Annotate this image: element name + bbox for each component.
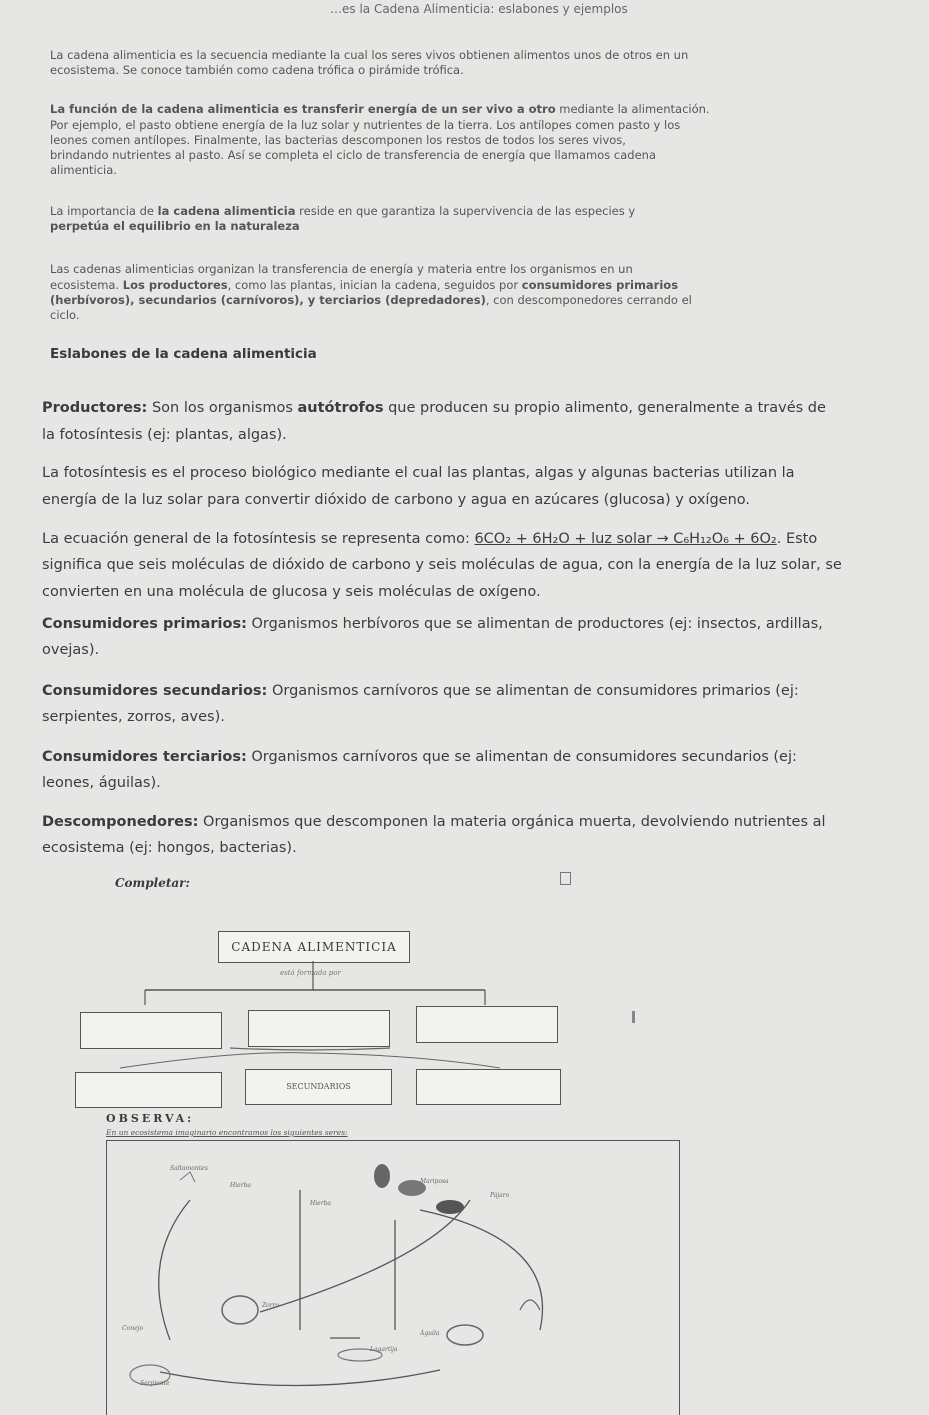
- animal-label-6: Conejo: [122, 1325, 144, 1332]
- complete-label: Completar:: [115, 876, 190, 890]
- animal-label-5: Hierba: [310, 1200, 331, 1207]
- organize-rest: , con descomponedores cerrando el: [485, 293, 692, 307]
- chain-title-box: CADENA ALIMENTICIA: [218, 931, 410, 963]
- page-header: …es la Cadena Alimenticia: eslabones y ejemplos: [330, 2, 628, 16]
- consumers-primary-line-2: ovejas).: [42, 642, 100, 658]
- photosynthesis-line-1: La fotosíntesis es el proceso biológico mediante el cual las plantas, algas y algunas bacterias utilizan la: [42, 465, 795, 481]
- organize-bold: Los productores: [122, 278, 228, 292]
- function-line-3: leones comen antílopes. Finalmente, las bacterias descomponen los restos de todos los seres vivos,: [50, 133, 626, 147]
- organize-bold-2: consumidores primarios: [521, 278, 679, 292]
- animal-label-10: Serpiente: [140, 1380, 170, 1387]
- organize-line-4: ciclo.: [50, 308, 80, 322]
- animal-label-7: Zorro: [262, 1302, 280, 1309]
- organize-line-1: Las cadenas alimenticias organizan la transferencia de energía y materia entre los organismos en un: [50, 262, 633, 276]
- ecosystem-caption: En un ecosistema imaginario encontramos los siguientes seres:: [106, 1128, 348, 1137]
- producers-text-1: Son los organismos: [147, 400, 298, 416]
- importance-mid: reside en que garantiza la supervivencia de las especies y: [295, 204, 636, 218]
- organize-pre: ecosistema.: [50, 278, 123, 292]
- function-line-4: brindando nutrientes al pasto. Así se completa el ciclo de transferencia de energía que llamamos cadena: [50, 148, 657, 162]
- producers-line-2: la fotosíntesis (ej: plantas, algas).: [42, 427, 287, 443]
- photosynthesis-line-2: energía de la luz solar para convertir dióxido de carbono y agua en azúcares (glucosa) y oxígeno.: [42, 492, 751, 508]
- decomposers-label: Descomponedores:: [42, 814, 199, 830]
- animal-label-8: Águila: [420, 1330, 440, 1337]
- chain-subtitle: está formada por: [280, 969, 341, 977]
- intro-line-2: ecosistema. Se conoce también como cadena trófica o pirámide trófica.: [50, 63, 464, 77]
- decomposers-line-2: ecosistema (ej: hongos, bacterias).: [42, 840, 297, 856]
- secondary-box: SECUNDARIOS: [245, 1069, 392, 1105]
- equation-pre: La ecuación general de la fotosíntesis se representa como:: [42, 531, 475, 547]
- consumers-secondary-line-2: serpientes, zorros, aves).: [42, 709, 225, 725]
- function-bold: La función de la cadena alimenticia es transferir energía de un ser vivo a otro: [50, 102, 556, 116]
- consumers-tertiary-text: Organismos carnívoros que se alimentan de consumidores secundarios (ej:: [246, 749, 797, 765]
- equation-post: . Esto: [776, 531, 818, 547]
- intro-line-1: La cadena alimenticia es la secuencia mediante la cual los seres vivos obtienen alimentos unos de otros en un: [50, 48, 689, 62]
- producers-bold: autótrofos: [297, 400, 384, 416]
- function-rest: mediante la alimentación.: [555, 102, 710, 116]
- decomposers-text: Organismos que descomponen la materia orgánica muerta, devolviendo nutrientes al: [198, 814, 826, 830]
- animal-label-3: Mariposa: [420, 1178, 449, 1185]
- animal-label-9: Lagartija: [370, 1346, 398, 1353]
- animal-label-4: Pájaro: [490, 1192, 510, 1199]
- consumers-primary-label: Consumidores primarios:: [42, 616, 247, 632]
- consumers-tertiary-label: Consumidores terciarios:: [42, 749, 247, 765]
- producers-text-2: que producen su propio alimento, generalmente a través de: [383, 400, 826, 416]
- producers-label: Productores:: [42, 400, 148, 416]
- equation-line-3: convierten en una molécula de glucosa y seis moléculas de oxígeno.: [42, 584, 541, 600]
- importance-bold-2: perpetúa el equilibrio en la naturaleza: [50, 219, 300, 233]
- animal-label-2: Hierba: [230, 1182, 251, 1189]
- organize-mid: , como las plantas, inician la cadena, seguidos por: [227, 278, 522, 292]
- function-line-2: Por ejemplo, el pasto obtiene energía de la luz solar y nutrientes de la tierra. Los antílopes comen pasto y los: [50, 118, 681, 132]
- consumers-secondary-text: Organismos carnívoros que se alimentan de consumidores primarios (ej:: [267, 683, 799, 699]
- consumers-secondary-label: Consumidores secundarios:: [42, 683, 268, 699]
- organize-bold-3: (herbívoros), secundarios (carnívoros), y terciarios (depredadores): [50, 293, 486, 307]
- equation-line-2: significa que seis moléculas de dióxido de carbono y seis moléculas de agua, con la energía de la luz solar, se: [42, 557, 842, 573]
- importance-pre: La importancia de: [50, 204, 158, 218]
- consumers-tertiary-line-2: leones, águilas).: [42, 775, 161, 791]
- importance-bold-1: la cadena alimenticia: [157, 204, 296, 218]
- function-line-5: alimenticia.: [50, 163, 117, 177]
- equation-formula: 6CO₂ + 6H₂O + luz solar → C₆H₁₂O₆ + 6O₂: [474, 531, 777, 547]
- section-title: Eslabones de la cadena alimenticia: [50, 346, 317, 362]
- consumers-primary-text: Organismos herbívoros que se alimentan de productores (ej: insectos, ardillas,: [246, 616, 823, 632]
- observe-label: OBSERVA:: [106, 1112, 195, 1125]
- animal-label-1: Saltamontes: [170, 1165, 208, 1172]
